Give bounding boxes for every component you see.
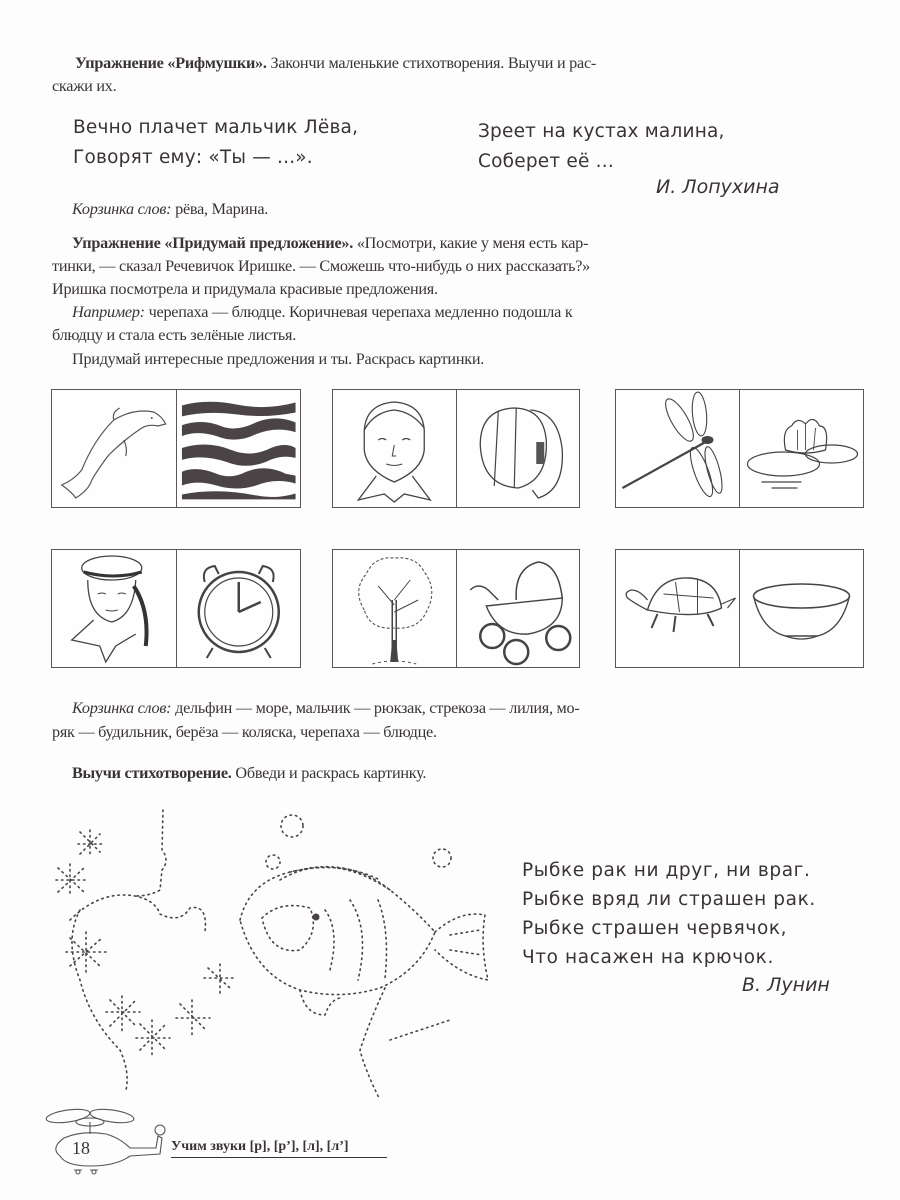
exercise-sentence-text: «Посмотри, какие у меня есть кар- bbox=[353, 234, 589, 252]
word-basket-1 bbox=[72, 198, 867, 222]
exercise-rhymes-text: Закончи маленькие стихотворения. Выучи и рас- bbox=[266, 54, 597, 72]
boy-picture bbox=[333, 390, 456, 507]
water-lily-icon bbox=[740, 390, 863, 507]
poem-author: И. Лопухина bbox=[656, 176, 780, 198]
exercise-poem-instruction bbox=[72, 762, 867, 786]
poem-left bbox=[73, 113, 358, 173]
poem-line: Рыбке рак ни друг, ни враг. bbox=[522, 860, 811, 881]
poem-line: Рыбке вряд ли страшен рак. bbox=[522, 889, 816, 910]
exercise-sentence-line2: тинки, — сказал Речевичок Иришке. — Сможешь что-нибудь о них рассказать?» bbox=[52, 257, 590, 275]
poem-line: Вечно плачет мальчик Лёва, bbox=[73, 117, 359, 138]
boy-face-icon bbox=[333, 390, 456, 507]
saucer-icon bbox=[740, 550, 863, 667]
helicopter-icon bbox=[30, 1108, 180, 1178]
sailor-girl-icon bbox=[52, 550, 176, 667]
picture-pair-dragonfly-lily bbox=[615, 389, 864, 508]
word-basket-words: дельфин — море, мальчик — рюкзак, стрекоза — лилия, мо- bbox=[171, 699, 580, 717]
picture-pair-sailor-clock bbox=[51, 549, 301, 668]
dolphin-icon bbox=[52, 390, 176, 507]
saucer-picture bbox=[739, 550, 863, 667]
dragonfly-picture bbox=[616, 390, 739, 507]
dragonfly-icon bbox=[616, 390, 739, 507]
picture-pair-birch-carriage bbox=[332, 549, 580, 668]
poem-line: Говорят ему: «Ты — ...». bbox=[73, 147, 313, 168]
backpack-icon bbox=[457, 390, 580, 507]
exercise-sentence-line3: Иришка посмотрела и придумала красивые предложения. bbox=[52, 280, 438, 298]
exercise-rhymes-instruction-cont: скажи их. bbox=[52, 77, 117, 95]
dolphin-picture bbox=[52, 390, 176, 507]
exercise-rhymes-title: Упражнение «Рифмушки». bbox=[75, 54, 267, 72]
alarm-clock-picture bbox=[176, 550, 301, 667]
exercise-sentence-paragraph bbox=[72, 232, 867, 256]
poem-line: Зреет на кустах малина, bbox=[478, 121, 725, 142]
footer-title: Учим звуки [р], [р’], [л], [л’] bbox=[171, 1139, 387, 1158]
water-lily-picture bbox=[739, 390, 863, 507]
picture-pair-turtle-saucer bbox=[615, 549, 864, 668]
picture-pair-dolphin-sea bbox=[51, 389, 301, 508]
alarm-clock-icon bbox=[177, 550, 301, 667]
exercise-sentence-task: Придумай интересные предложения и ты. Раскрась картинки. bbox=[72, 350, 485, 368]
example-label: Например: bbox=[72, 303, 145, 321]
exercise-rhymes-instruction bbox=[72, 52, 867, 76]
sea-picture bbox=[176, 390, 301, 507]
word-basket-2 bbox=[72, 697, 867, 721]
page-number: 18 bbox=[72, 1138, 90, 1158]
turtle-picture bbox=[616, 550, 739, 667]
sea-waves-icon bbox=[177, 390, 301, 507]
exercise-poem-title: Выучи стихотворение. bbox=[72, 764, 232, 782]
fish-tracing-picture[interactable] bbox=[40, 800, 500, 1100]
poem-line: Рыбке страшен червячок, bbox=[522, 918, 788, 939]
poem-line: Что насажен на крючок. bbox=[522, 947, 774, 968]
poem-right bbox=[478, 117, 725, 177]
fish-eye-icon bbox=[313, 914, 320, 921]
exercise-sentence-title: Упражнение «Придумай предложение». bbox=[72, 234, 354, 252]
picture-pair-boy-backpack bbox=[332, 389, 580, 508]
word-basket-2-line2: ряк — будильник, берёза — коляска, черепаха — блюдце. bbox=[52, 723, 437, 741]
example-line2: блюдцу и стала есть зелёные листья. bbox=[52, 326, 297, 344]
word-basket-label: Корзинка слов: bbox=[72, 699, 172, 717]
example-text: черепаха — блюдце. Коричневая черепаха медленно подошла к bbox=[144, 303, 573, 321]
baby-carriage-icon bbox=[457, 550, 580, 667]
birch-tree-picture bbox=[333, 550, 456, 667]
poem-fish-author: В. Лунин bbox=[742, 974, 830, 996]
baby-carriage-picture bbox=[456, 550, 580, 667]
exercise-poem-text: Обведи и раскрась картинку. bbox=[231, 764, 427, 782]
poem-fish bbox=[522, 856, 816, 972]
backpack-picture bbox=[456, 390, 580, 507]
sailor-girl-picture bbox=[52, 550, 176, 667]
birch-tree-icon bbox=[333, 550, 456, 667]
example-paragraph bbox=[72, 301, 867, 325]
word-basket-label: Корзинка слов: bbox=[72, 200, 172, 218]
poem-line: Соберет её ... bbox=[478, 151, 614, 172]
turtle-icon bbox=[616, 550, 739, 667]
word-basket-words: рёва, Марина. bbox=[171, 200, 269, 218]
